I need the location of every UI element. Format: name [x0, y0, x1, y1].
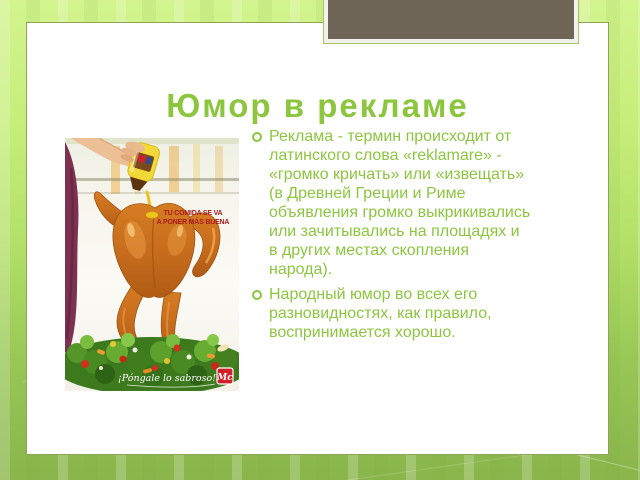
ad-tagline: ¡Póngale lo sabroso! [117, 373, 217, 384]
mccormick-logo [216, 368, 233, 384]
bullet-text: Народный юмор во всех его разновидностях, как правило, воспринимается хорошо. [269, 286, 492, 341]
bullet-text: Реклама - термин происходит от латинского слова «reklamare» - «громко кричать» или «извещать» (в Древней Греции и Риме объявления громко выкрикивались или зачитывались на площадях и в других местах скопления народа). [269, 128, 531, 278]
bullet-circle-icon [252, 132, 262, 142]
ad-headline-line2: A PONER MÁS BUENA [156, 219, 230, 226]
slide-title: Юмор в рекламе [166, 87, 469, 125]
bullet-circle-icon [252, 290, 262, 300]
bullet-item [252, 285, 531, 342]
bullet-list [252, 127, 562, 342]
mustard-pool [146, 212, 158, 218]
ad-headline-line1: TU COMIDA SE VA [163, 210, 223, 217]
bullet-item [252, 127, 531, 279]
advertisement-image [65, 138, 239, 391]
top-tab-decoration [324, 0, 578, 43]
svg-text:Mc: Mc [217, 373, 233, 383]
